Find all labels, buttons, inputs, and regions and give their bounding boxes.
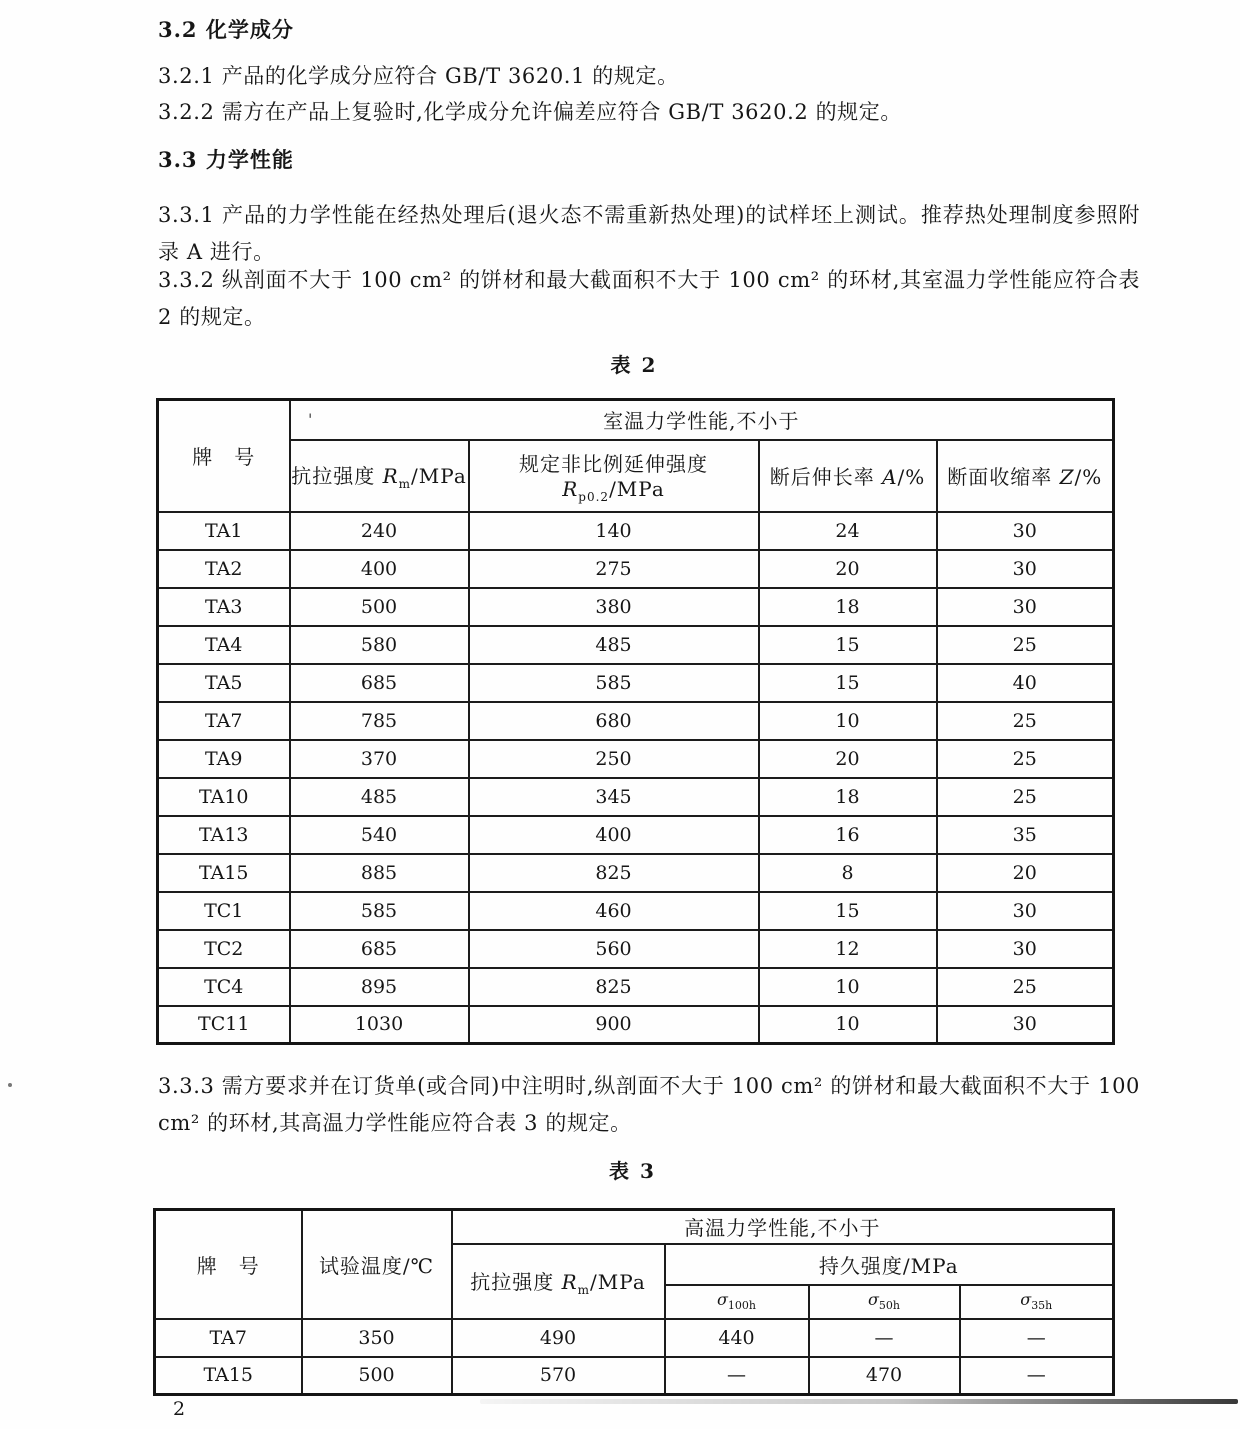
table-row [158,740,1114,778]
value-cell: — [960,1357,1114,1395]
value-cell: 460 [469,892,759,930]
value-cell: 20 [937,854,1114,892]
value-cell: 30 [937,588,1114,626]
value-cell: 400 [469,816,759,854]
value-cell: 24 [759,512,937,550]
value-cell: 1030 [290,1006,469,1044]
col-header-tensile-strength: 抗拉强度 $R_m$/MPa [290,440,469,512]
grade-cell: TA7 [158,702,290,740]
value-cell: 895 [290,968,469,1006]
value-cell: — [665,1357,809,1395]
value-cell: 400 [290,550,469,588]
grade-cell: TC2 [158,930,290,968]
group-header-text: 室温力学性能,不小于 [603,409,800,434]
value-cell: 30 [937,892,1114,930]
value-cell: 8 [759,854,937,892]
col-header-sigma-35h: $\sigma_{35h}$ [960,1285,1114,1319]
value-cell: 345 [469,778,759,816]
value-cell: 16 [759,816,937,854]
value-cell: — [960,1319,1114,1357]
value-cell: 485 [290,778,469,816]
table-row [158,626,1114,664]
table2-body [158,512,1114,1044]
section-heading-3-2: 3.2 化学成分 [158,17,294,42]
table-row [158,930,1114,968]
table2-room-temperature-properties [156,398,1115,1045]
grade-cell: TA15 [158,854,290,892]
grade-cell: TC11 [158,1006,290,1044]
table-row [158,1006,1114,1044]
grade-cell: TA13 [158,816,290,854]
grade-cell: TA7 [155,1319,302,1357]
section-heading-3-3: 3.3 力学性能 [158,147,294,172]
paragraph-3-3-1: 3.3.1 产品的力学性能在经热处理后(退火态不需重新热处理)的试样坯上测试。推荐热处理制度参照附录 A 进行。 [158,203,1140,264]
value-cell: 18 [759,778,937,816]
value-cell: 10 [759,968,937,1006]
value-cell: 15 [759,664,937,702]
value-cell: 30 [937,1006,1114,1044]
col-header-elongation: 断后伸长率 A/% [759,440,937,512]
page-number: 2 [173,1398,186,1420]
value-cell: 380 [469,588,759,626]
value-cell: 10 [759,1006,937,1044]
grade-cell: TA15 [155,1357,302,1395]
grade-cell: TA2 [158,550,290,588]
col-header-sigma-50h: $\sigma_{50h}$ [809,1285,960,1319]
table-row [155,1319,1114,1357]
value-cell: 25 [937,968,1114,1006]
table-row [158,968,1114,1006]
value-cell: 25 [937,740,1114,778]
value-cell: 240 [290,512,469,550]
table3-caption: 表 3 [609,1159,656,1183]
value-cell: 30 [937,512,1114,550]
value-cell: 30 [937,550,1114,588]
value-cell: 500 [302,1357,452,1395]
value-cell: 15 [759,892,937,930]
table-row [158,892,1114,930]
value-cell: 585 [290,892,469,930]
table-row [158,778,1114,816]
value-cell: 250 [469,740,759,778]
value-cell: 500 [290,588,469,626]
table-row [158,702,1114,740]
value-cell: 25 [937,626,1114,664]
value-cell: 685 [290,664,469,702]
value-cell: 885 [290,854,469,892]
col-header-sigma-100h: $\sigma_{100h}$ [665,1285,809,1319]
scan-artifact-bottom-line [480,1399,1238,1404]
col-header-group-high-temp: 高温力学性能,不小于 [452,1210,1114,1244]
grade-cell: TA1 [158,512,290,550]
grade-cell: TA10 [158,778,290,816]
col-header-grade: 牌 号 [155,1210,302,1319]
table-row [155,1357,1114,1395]
value-cell: 30 [937,930,1114,968]
paragraph-3-3-3: 3.3.3 需方要求并在订货单(或合同)中注明时,纵剖面不大于 100 cm² 的饼材和最大截面积不大于 100 cm² 的环材,其高温力学性能应符合表 3 的规定。 [158,1074,1140,1135]
table-row [158,854,1114,892]
table-row [158,816,1114,854]
value-cell: 585 [469,664,759,702]
grade-cell: TA9 [158,740,290,778]
col-header-proof-strength: 规定非比例延伸强度 $R_{p0.2}$/MPa [469,440,759,512]
value-cell: 15 [759,626,937,664]
grade-cell: TC1 [158,892,290,930]
value-cell: 580 [290,626,469,664]
col-header-tensile-strength: 抗拉强度 $R_m$/MPa [452,1244,665,1319]
table-row [158,550,1114,588]
value-cell: 25 [937,778,1114,816]
value-cell: 25 [937,702,1114,740]
grade-cell: TA4 [158,626,290,664]
value-cell: 140 [469,512,759,550]
value-cell: 10 [759,702,937,740]
table2-caption: 表 2 [610,353,658,377]
col-header-endurance-strength: 持久强度/MPa [665,1244,1114,1285]
value-cell: 785 [290,702,469,740]
value-cell: 470 [809,1357,960,1395]
value-cell: — [809,1319,960,1357]
value-cell: 825 [469,854,759,892]
col-header-grade: 牌 号 [158,400,290,512]
grade-cell: TC4 [158,968,290,1006]
table-row [158,664,1114,702]
value-cell: 440 [665,1319,809,1357]
value-cell: 35 [937,816,1114,854]
value-cell: 12 [759,930,937,968]
grade-cell: TA5 [158,664,290,702]
table-row [158,588,1114,626]
col-header-test-temperature: 试验温度/℃ [302,1210,452,1319]
paragraph-3-3-2: 3.3.2 纵剖面不大于 100 cm² 的饼材和最大截面积不大于 100 cm² 的环材,其室温力学性能应符合表 2 的规定。 [158,268,1140,329]
table3-high-temperature-properties [153,1208,1115,1396]
col-header-reduction-of-area: 断面收缩率 Z/% [937,440,1114,512]
value-cell: 560 [469,930,759,968]
value-cell: 485 [469,626,759,664]
value-cell: 18 [759,588,937,626]
value-cell: 490 [452,1319,665,1357]
col-header-group-room-temp [290,400,1114,440]
value-cell: 40 [937,664,1114,702]
scan-speck-dot [8,1083,12,1087]
paragraph-3-2-2: 3.2.2 需方在产品上复验时,化学成分允许偏差应符合 GB/T 3620.2 的规定。 [158,100,902,124]
value-cell: 570 [452,1357,665,1395]
value-cell: 20 [759,740,937,778]
value-cell: 370 [290,740,469,778]
paragraph-3-2-1: 3.2.1 产品的化学成分应符合 GB/T 3620.1 的规定。 [158,64,679,88]
value-cell: 900 [469,1006,759,1044]
value-cell: 825 [469,968,759,1006]
value-cell: 350 [302,1319,452,1357]
value-cell: 20 [759,550,937,588]
table3-body [155,1319,1114,1395]
value-cell: 540 [290,816,469,854]
value-cell: 680 [469,702,759,740]
scan-speck-apostrophe: ' [308,410,313,429]
grade-cell: TA3 [158,588,290,626]
value-cell: 275 [469,550,759,588]
table-row [158,512,1114,550]
value-cell: 685 [290,930,469,968]
